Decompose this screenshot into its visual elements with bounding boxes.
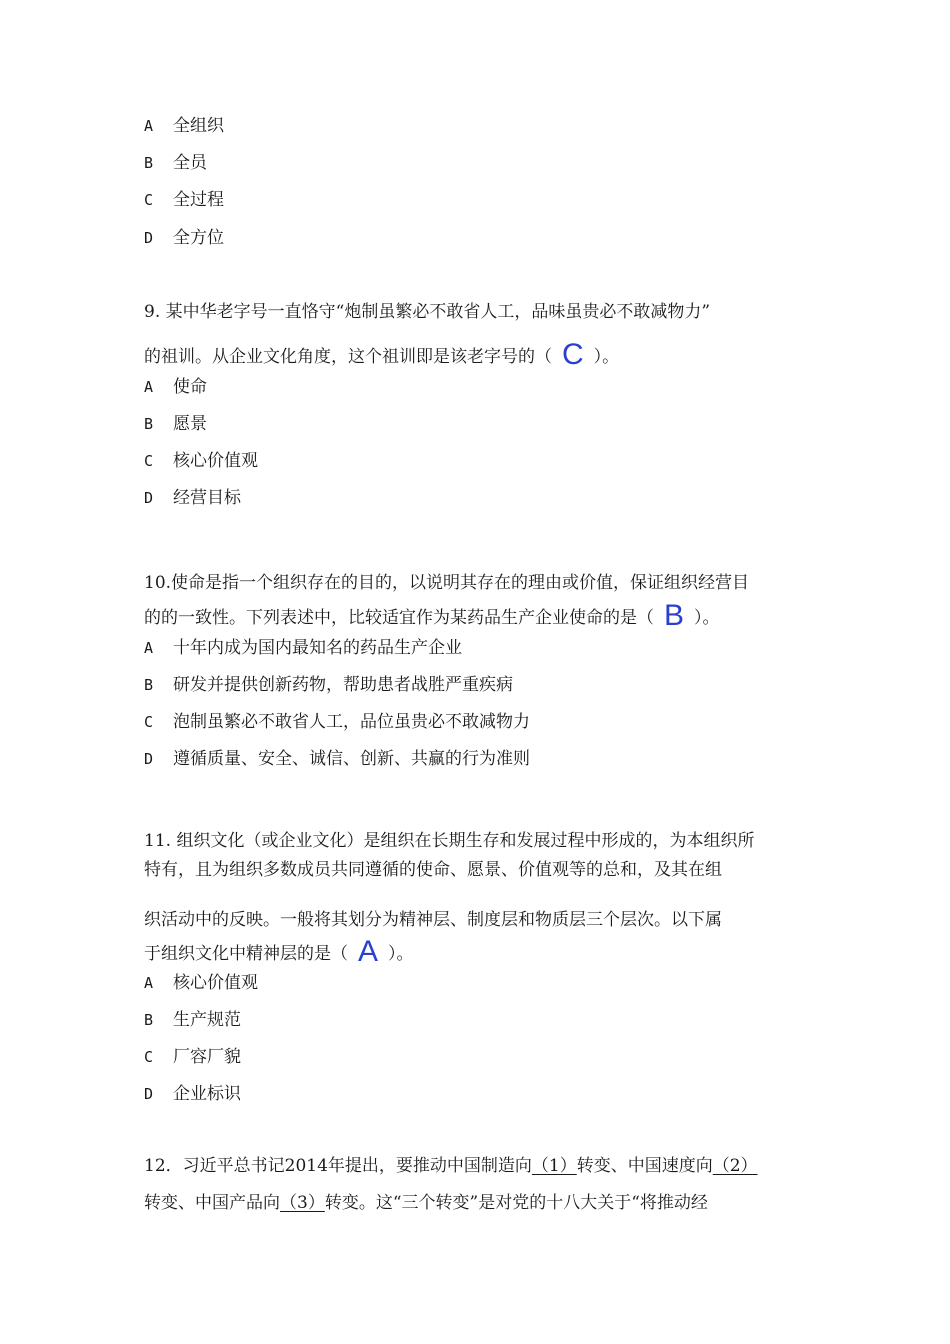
q9-stem-end: ）。 [593, 347, 620, 367]
q11-stem-end: ）。 [388, 944, 414, 964]
q11-stem-line-1: 11. 组织文化（或企业文化）是组织在长期生存和发展过程中形成的，为本组织所 [144, 831, 755, 851]
option-text: 遵循质量、安全、诚信、创新、共赢的行为准则 [173, 749, 530, 769]
q9-option-d [144, 486, 241, 510]
option-text: 全方位 [173, 228, 224, 248]
q9-handwritten-answer: C [562, 338, 584, 371]
option-letter: B [144, 154, 154, 172]
q9-stem-line-2 [144, 338, 620, 371]
option-letter: A [144, 117, 154, 135]
option-text: 全组织 [173, 116, 224, 136]
q10-option-d [144, 747, 530, 771]
q12-blank-2: （2） [712, 1156, 758, 1176]
option-letter: D [144, 1085, 154, 1103]
option-letter: C [144, 452, 154, 470]
q11-stem-text: 于组织文化中精神层的是（ [144, 944, 348, 964]
q10-stem-end: ）。 [694, 608, 720, 628]
q11-handwritten-answer: A [358, 935, 379, 968]
q8-option-b [144, 151, 207, 175]
q11-option-b [144, 1008, 241, 1032]
option-text: 研发并提供创新药物，帮助患者战胜严重疾病 [173, 675, 513, 695]
q12-stem-line-2 [144, 1191, 708, 1215]
option-letter: D [144, 229, 154, 247]
option-letter: C [144, 1048, 154, 1066]
q10-handwritten-answer: B [664, 599, 685, 632]
q8-option-d [144, 226, 224, 250]
q10-option-b [144, 673, 513, 697]
option-text: 厂容厂貌 [173, 1047, 241, 1067]
option-letter: B [144, 415, 154, 433]
option-text: 十年内成为国内最知名的药品生产企业 [173, 638, 462, 658]
option-letter: A [144, 639, 154, 657]
option-text: 愿景 [173, 414, 207, 434]
q11-option-a [144, 971, 258, 995]
q12-text: 转变。这“三个转变”是对党的十八大关于“将推动经 [324, 1193, 708, 1213]
option-text: 核心价值观 [173, 973, 258, 993]
q12-text: 转变、中国速度向 [576, 1156, 713, 1176]
option-text: 生产规范 [173, 1010, 241, 1030]
option-text: 泡制虽繁必不敢省人工，品位虽贵必不敢减物力 [173, 712, 530, 732]
q10-option-a [144, 636, 462, 660]
q11-option-c [144, 1045, 241, 1069]
q12-blank-1: （1） [531, 1156, 577, 1176]
q9-option-c [144, 449, 258, 473]
q11-option-d [144, 1082, 241, 1106]
option-letter: D [144, 750, 154, 768]
q12-text: 转变、中国产品向 [144, 1193, 280, 1213]
option-letter: C [144, 191, 154, 209]
option-letter: A [144, 974, 154, 992]
option-letter: C [144, 713, 154, 731]
option-text: 核心价值观 [173, 451, 258, 471]
q12-stem-line-1 [144, 1154, 758, 1178]
q12-text: 12．习近平总书记2014年提出，要推动中国制造向 [144, 1156, 532, 1176]
option-text: 全员 [173, 153, 207, 173]
q12-blank-3: （3） [280, 1193, 325, 1213]
q10-option-c [144, 710, 530, 734]
option-text: 全过程 [173, 190, 224, 210]
q11-stem-line-2: 特有，且为组织多数成员共同遵循的使命、愿景、价值观等的总和，及其在组 [144, 860, 722, 880]
option-text: 经营目标 [173, 488, 241, 508]
option-text: 使命 [173, 377, 207, 397]
q9-stem-text: 的祖训。从企业文化角度，这个祖训即是该老字号的（ [144, 347, 552, 367]
option-letter: A [144, 378, 154, 396]
q9-option-a [144, 375, 207, 399]
q9-option-b [144, 412, 207, 436]
q11-stem-line-3: 织活动中的反映。一般将其划分为精神层、制度层和物质层三个层次。以下属 [144, 910, 722, 930]
q8-option-c [144, 188, 224, 212]
option-letter: B [144, 1011, 154, 1029]
q10-stem-text: 的的一致性。下列表述中，比较适宜作为某药品生产企业使命的是（ [144, 608, 654, 628]
q9-stem-line-1: 9. 某中华老字号一直恪守“炮制虽繁必不敢省人工，品味虽贵必不敢减物力” [144, 302, 711, 322]
option-text: 企业标识 [173, 1084, 241, 1104]
q10-stem-line-1: 10.使命是指一个组织存在的目的，以说明其存在的理由或价值，保证组织经营目 [144, 573, 750, 593]
option-letter: D [144, 489, 154, 507]
q10-stem-line-2 [144, 599, 720, 632]
q11-stem-line-4 [144, 935, 414, 968]
q8-option-a [144, 114, 224, 138]
option-letter: B [144, 676, 154, 694]
